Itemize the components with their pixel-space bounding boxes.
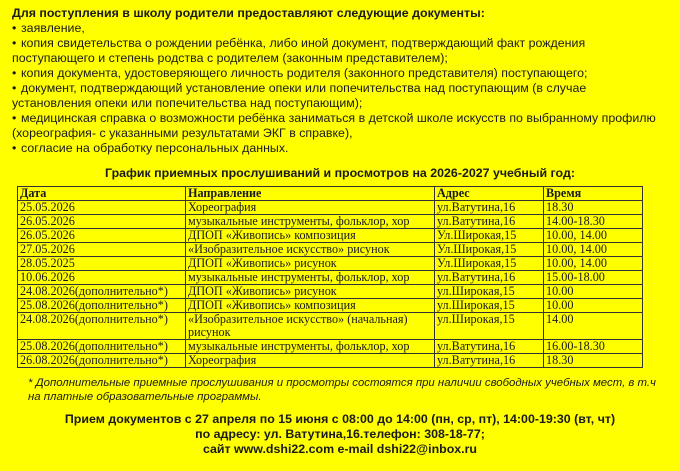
cell-time: 16.00-18.30 xyxy=(544,340,643,354)
cell-time: 10.00, 14.00 xyxy=(544,257,643,271)
column-header-date: Дата xyxy=(18,187,186,201)
table-row xyxy=(18,299,643,313)
documents-list xyxy=(12,21,668,156)
footer-contacts: сайт www.dshi22.com e-mail dshi22@inbox.ru xyxy=(202,442,478,456)
cell-direction: музыкальные инструменты, фольклор, хор xyxy=(186,340,435,354)
cell-address: Ул.Широкая,15 xyxy=(435,243,544,257)
table-row xyxy=(18,243,643,257)
cell-time: 18.30 xyxy=(544,201,643,215)
table-header-row xyxy=(18,187,643,201)
cell-date: 26.05.2026 xyxy=(18,229,186,243)
table-row xyxy=(18,340,643,354)
cell-time: 14.00-18.30 xyxy=(544,215,643,229)
bullet-icon: • xyxy=(12,141,17,155)
table-row xyxy=(18,229,643,243)
cell-date: 28.05.2025 xyxy=(18,257,186,271)
cell-time: 10.00, 14.00 xyxy=(544,229,643,243)
cell-date: 26.08.2026(дополнительно*) xyxy=(18,354,186,368)
table-row xyxy=(18,215,643,229)
cell-date: 25.05.2026 xyxy=(18,201,186,215)
list-item: • заявление, xyxy=(12,21,85,35)
cell-direction: «Изобразительное искусство» рисунок xyxy=(186,243,435,257)
cell-direction: Хореография xyxy=(186,201,435,215)
schedule-title: График приемных прослушиваний и просмотров на 2026-2027 учебный год: xyxy=(105,166,575,180)
cell-address: ул.Ватутина,16 xyxy=(435,354,544,368)
cell-direction: ДПОП «Живопись» рисунок xyxy=(186,285,435,299)
bullet-icon: • xyxy=(12,111,17,125)
table-row xyxy=(18,354,643,368)
cell-date: 27.05.2026 xyxy=(18,243,186,257)
list-item: • медицинская справка о возможности ребёнка заниматься в детской школе искусств по выбранному профилю (хореография- с указанными результатами ЭКГ в справке), xyxy=(12,111,656,140)
cell-direction: ДПОП «Живопись» рисунок xyxy=(186,257,435,271)
cell-address: Ул.Широкая,15 xyxy=(435,229,544,243)
table-row xyxy=(18,313,643,340)
cell-date: 25.08.2026(дополнительно*) xyxy=(18,299,186,313)
cell-address: ул.Ватутина,16 xyxy=(435,271,544,285)
list-item: • копия документа, удостоверяющего личность родителя (законного представителя) поступающего; xyxy=(12,66,588,80)
footnote: * Дополнительные приемные прослушивания и просмотры состоятся при наличии свободных учебных мест, в т.ч на платные образовательные программы. xyxy=(28,377,656,403)
footer-address: по адресу: ул. Ватутина,16.телефон: 308-18-77; xyxy=(195,427,485,441)
cell-date: 24.08.2026(дополнительно*) xyxy=(18,285,186,299)
cell-date: 10.06.2026 xyxy=(18,271,186,285)
schedule-table xyxy=(17,186,643,368)
cell-time: 15.00-18.00 xyxy=(544,271,643,285)
cell-date: 26.05.2026 xyxy=(18,215,186,229)
column-header-direction: Направление xyxy=(186,187,435,201)
list-item: • копия свидетельства о рождении ребёнка, либо иной документ, подтверждающий факт рождения поступающего и степень родства с родителем (законным представителем); xyxy=(12,36,586,65)
bullet-icon: • xyxy=(12,36,17,50)
cell-date: 25.08.2026(дополнительно*) xyxy=(18,340,186,354)
cell-time: 10.00 xyxy=(544,299,643,313)
cell-direction: Хореография xyxy=(186,354,435,368)
documents-heading: Для поступления в школу родители предоставляют следующие документы: xyxy=(12,6,485,20)
cell-time: 14.00 xyxy=(544,313,643,340)
table-row xyxy=(18,201,643,215)
cell-direction: музыкальные инструменты, фольклор, хор xyxy=(186,271,435,285)
cell-direction: музыкальные инструменты, фольклор, хор xyxy=(186,215,435,229)
cell-address: ул.Ватутина,16 xyxy=(435,215,544,229)
footer-hours: Прием документов с 27 апреля по 15 июня с 08:00 до 14:00 (пн, ср, пт), 14:00-19:30 (вт, чт) xyxy=(64,412,616,426)
column-header-time: Время xyxy=(544,187,643,201)
cell-time: 10.00 xyxy=(544,285,643,299)
cell-address: ул.Ватутина,16 xyxy=(435,340,544,354)
cell-time: 18.30 xyxy=(544,354,643,368)
cell-address: ул.Широкая,15 xyxy=(435,313,544,340)
cell-time: 10.00, 14.00 xyxy=(544,243,643,257)
table-row xyxy=(18,271,643,285)
cell-address: ул.Широкая,15 xyxy=(435,285,544,299)
bullet-icon: • xyxy=(12,66,17,80)
table-row xyxy=(18,257,643,271)
footer-info xyxy=(12,412,668,457)
cell-address: ул.Широкая,15 xyxy=(435,299,544,313)
list-item: • согласие на обработку персональных данных. xyxy=(12,141,289,155)
bullet-icon: • xyxy=(12,21,17,35)
cell-direction: ДПОП «Живопись» композиция xyxy=(186,299,435,313)
table-row xyxy=(18,285,643,299)
list-item: • документ, подтверждающий установление опеки или попечительства над поступающим (в случае установления опеки или попечительства над поступающим); xyxy=(12,81,587,110)
cell-date: 24.08.2026(дополнительно*) xyxy=(18,313,186,340)
cell-address: Ул.Широкая,15 xyxy=(435,257,544,271)
bullet-icon: • xyxy=(12,81,17,95)
cell-direction: «Изобразительное искусство» (начальная) рисунок xyxy=(186,313,435,340)
column-header-address: Адрес xyxy=(435,187,544,201)
cell-address: ул.Ватутина,16 xyxy=(435,201,544,215)
cell-direction: ДПОП «Живопись» композиция xyxy=(186,229,435,243)
